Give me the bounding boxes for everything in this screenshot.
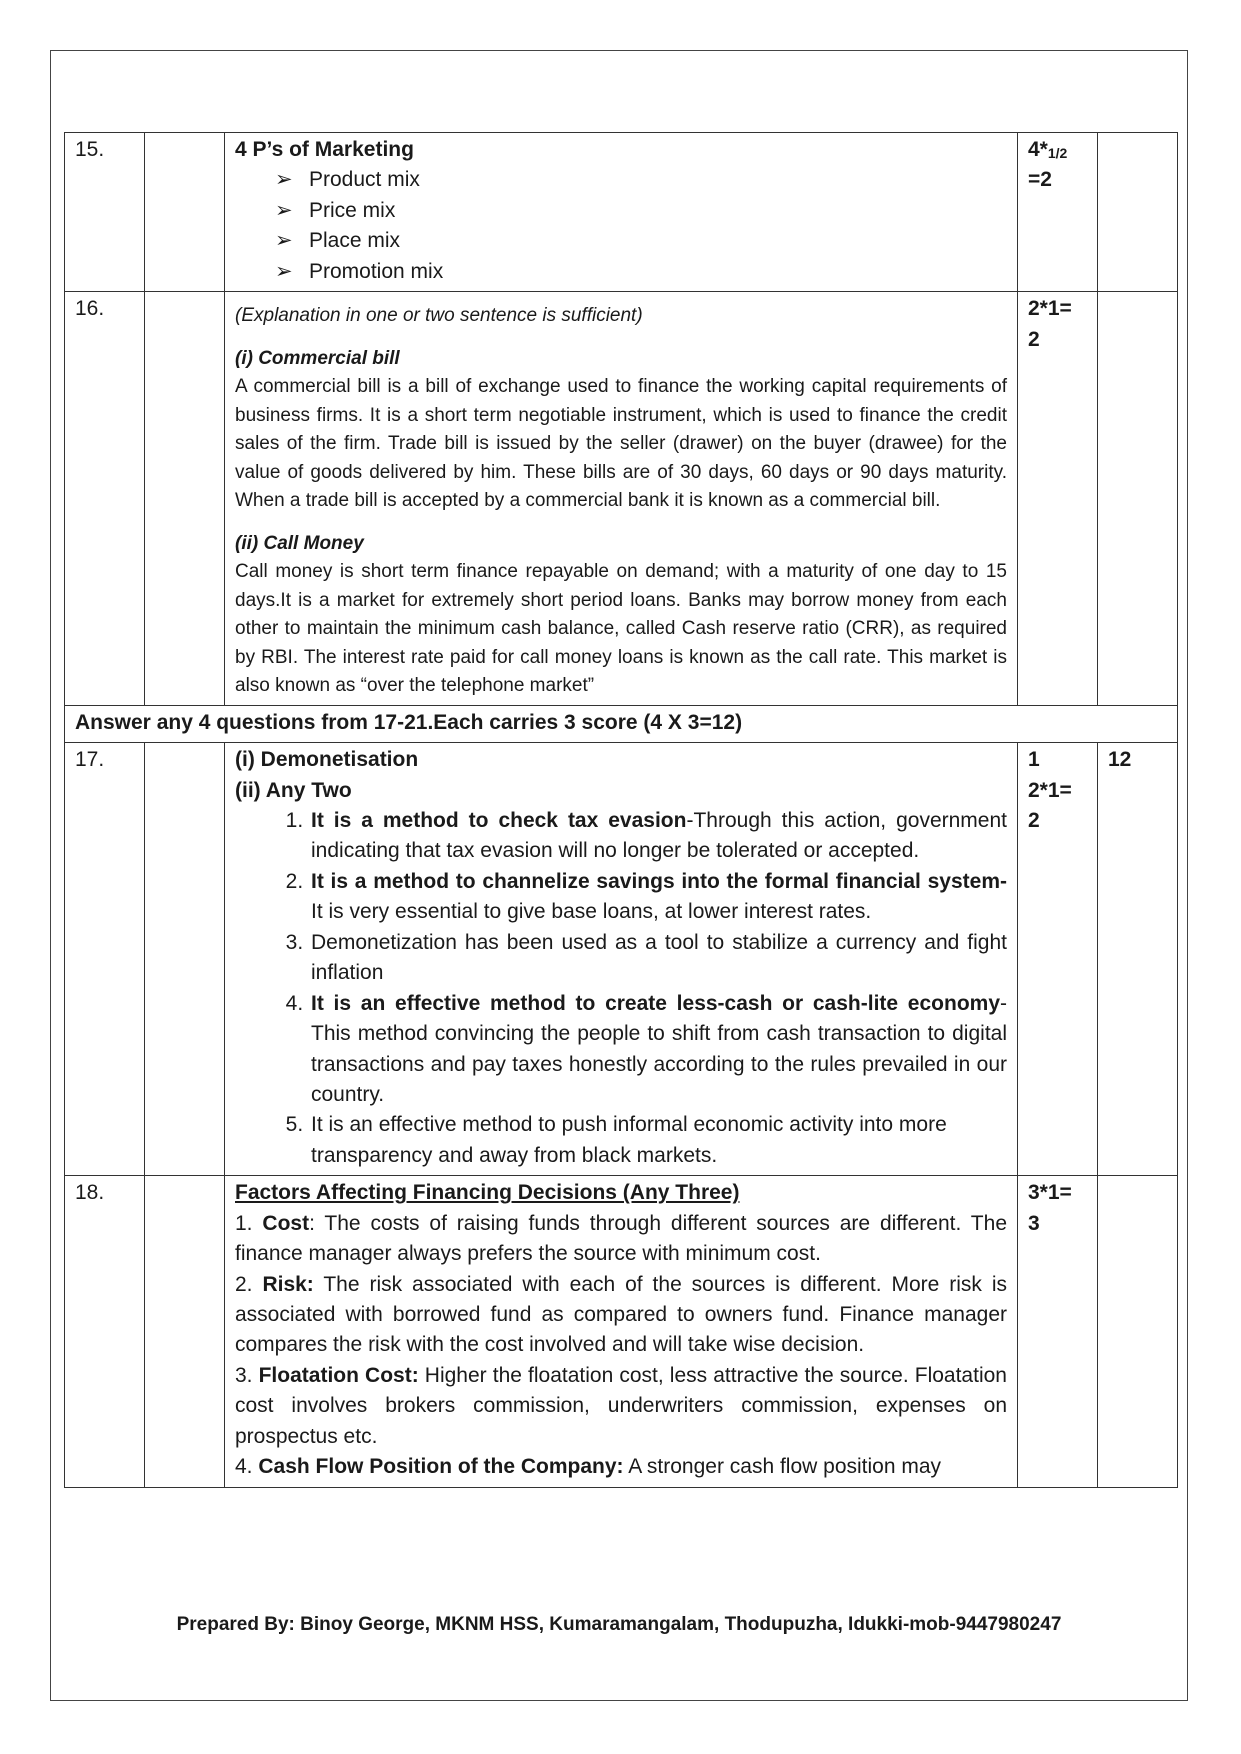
part-title: (i) Demonetisation (235, 748, 419, 772)
factor-term: Cost (262, 1211, 310, 1235)
factor-number: 2. (235, 1272, 263, 1296)
list-item (309, 1110, 1007, 1171)
factor-text: Higher the floatation cost, less attractive the source. Floatation cost involves brokers commission, underwriters commission, expenses on prospectus etc. (235, 1363, 1007, 1448)
list-item: ➢ Product mix (275, 165, 1007, 195)
question-number: 18. (65, 1176, 145, 1487)
score-cell (1018, 743, 1098, 1176)
point-text: Demonetization has been used as a tool to stabilize a currency and fight inflation (311, 930, 1007, 985)
factor-number: 1. (235, 1211, 263, 1235)
point-bold: It is an effective method to create less-cash or cash-lite economy (311, 991, 1000, 1015)
part-title: (i) Commercial bill (235, 347, 400, 369)
factor-item (235, 1209, 1007, 1270)
score-fraction: 1/2 (1047, 145, 1068, 161)
score-line: 2 (1028, 327, 1040, 351)
factor-item (235, 1361, 1007, 1452)
point-bold: It is a method to channelize savings into the formal financial system- (311, 869, 1007, 893)
score-result: =2 (1028, 168, 1052, 192)
table-row (65, 1176, 1178, 1487)
score-cell (1018, 292, 1098, 706)
total-cell (1098, 1176, 1178, 1487)
factor-item (235, 1270, 1007, 1361)
score-cell (1018, 133, 1098, 292)
list-item (309, 989, 1007, 1111)
part-title: (ii) Any Two (235, 778, 352, 802)
part-text: Call money is short term finance repayable on demand; with a maturity of one day to 15 days.It is a market for extremely short period loans. Banks may borrow money from each other to maintain the minimum cash balance, called Cash reserve ratio (CRR), as required by RBI. The interest rate paid for call money loans is known as the call rate. This market is also known as “over the telephone market” (235, 561, 1007, 697)
part-title: (ii) Call Money (235, 532, 364, 554)
factor-term: Risk: (262, 1272, 314, 1296)
point-text: It is very essential to give base loans, at lower interest rates. (311, 900, 872, 924)
section-header: Answer any 4 questions from 17-21.Each carries 3 score (4 X 3=12) (65, 705, 1178, 742)
table-row (65, 133, 1178, 292)
total-cell: 12 (1098, 743, 1178, 1176)
point-text: It is an effective method to push informal economic activity into more transparency and away from black markets. (311, 1113, 947, 1167)
table-row (65, 743, 1178, 1176)
list-item (309, 928, 1007, 989)
sub-column (145, 1176, 225, 1487)
factor-text: A stronger cash flow position may (623, 1455, 942, 1479)
factor-text: : The costs of raising funds through different sources are different. The finance manager always prefers the source with minimum cost. (235, 1211, 1007, 1266)
sub-column (145, 133, 225, 292)
answer-key-table (64, 132, 1178, 1488)
score-line: 3*1= (1028, 1181, 1072, 1205)
point-bold: It is a method to check tax evasion (311, 809, 687, 832)
list-item (309, 867, 1007, 928)
list-item: ➢ Price mix (275, 196, 1007, 226)
table-row (65, 705, 1178, 742)
sub-column (145, 292, 225, 706)
score-line: 3 (1028, 1211, 1040, 1235)
score-line: 1 (1028, 748, 1040, 772)
answer-heading: 4 P’s of Marketing (235, 138, 414, 161)
demonetisation-points (235, 806, 1007, 1171)
table-row (65, 292, 1178, 706)
list-item (309, 806, 1007, 867)
question-number: 16. (65, 292, 145, 706)
answer-cell (225, 133, 1018, 292)
total-cell (1098, 133, 1178, 292)
part-text: A commercial bill is a bill of exchange used to finance the working capital requirements of business firms. It is a short term negotiable instrument, which is used to finance the credit sales of the firm. Trade bill is issued by the seller (drawer) on the buyer (drawee) for the value of goods delivered by him. These bills are of 30 days, 60 days or 90 days maturity. When a trade bill is accepted by a commercial bank it is known as a commercial bill. (235, 376, 1007, 512)
factor-term: Floatation Cost: (258, 1363, 419, 1387)
page-footer: Prepared By: Binoy George, MKNM HSS, Kumaramangalam, Thodupuzha, Idukki-mob-9447980247 (176, 1614, 1062, 1635)
factor-term: Cash Flow Position of the Company: (258, 1455, 624, 1479)
answer-note: (Explanation in one or two sentence is sufficient) (235, 305, 643, 327)
answer-cell (225, 292, 1018, 706)
score-line: 2*1= (1028, 297, 1072, 321)
point-text: -Through this action, government indicating that tax evasion will no longer be tolerated or accepted. (311, 809, 1007, 863)
answer-cell (225, 743, 1018, 1176)
score-cell (1018, 1176, 1098, 1487)
score-main: 4* (1028, 138, 1048, 161)
question-number: 17. (65, 743, 145, 1176)
list-item: ➢ Place mix (275, 226, 1007, 256)
factor-number: 4. (235, 1455, 259, 1479)
answer-cell (225, 1176, 1018, 1487)
factor-number: 3. (235, 1363, 259, 1387)
point-text: -This method convincing the people to shift from cash transaction to digital transactions and pay taxes honestly according to the rules prevailed in our country. (311, 991, 1007, 1106)
factor-item (235, 1452, 1007, 1482)
list-item: ➢ Promotion mix (275, 257, 1007, 287)
answer-heading: Factors Affecting Financing Decisions (Any Three) (235, 1181, 740, 1205)
score-line: 2 (1028, 809, 1040, 832)
marketing-mix-list (235, 165, 1007, 287)
score-line: 2*1= (1028, 778, 1072, 802)
question-number: 15. (65, 133, 145, 292)
factor-text: The risk associated with each of the sources is different. More risk is associated with borrowed fund as compared to owners fund. Finance manager compares the risk with the cost involved and will take wise decision. (235, 1272, 1007, 1357)
sub-column (145, 743, 225, 1176)
total-cell (1098, 292, 1178, 706)
